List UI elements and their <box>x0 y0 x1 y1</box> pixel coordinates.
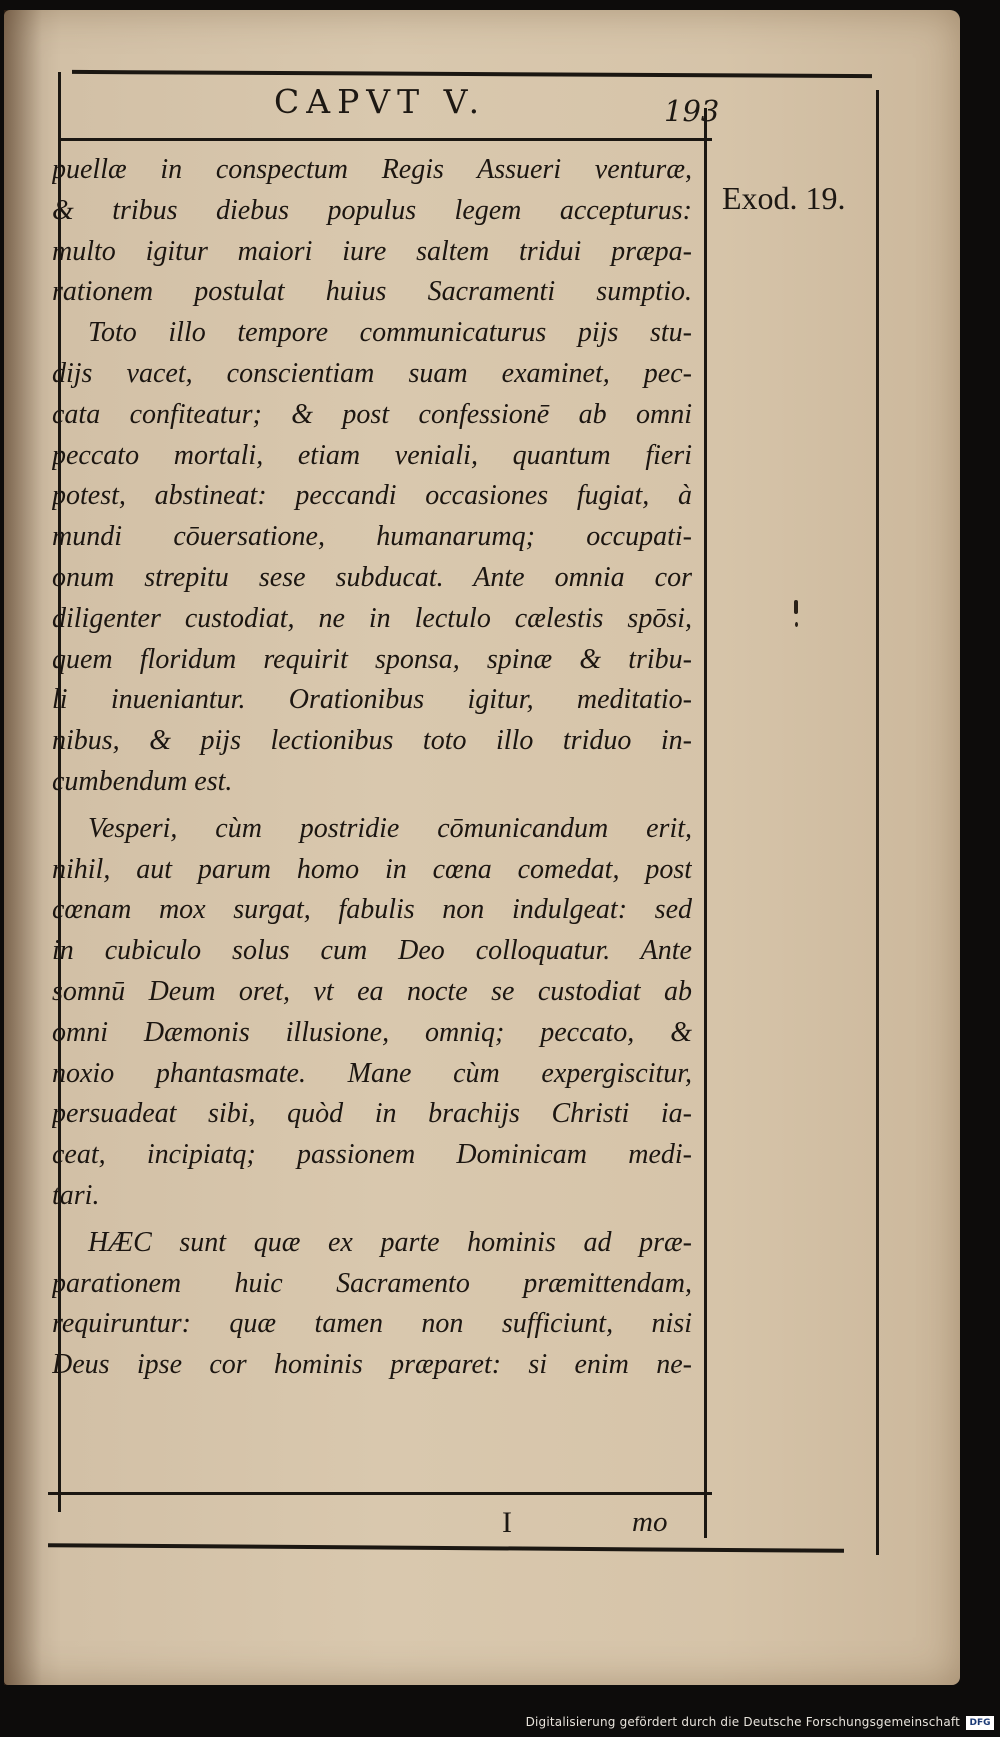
text-line: & tribus diebus populus legem accepturus: <box>52 194 692 226</box>
header-rule <box>60 138 712 141</box>
ink-speck <box>795 622 798 627</box>
text-line: peccato mortali, etiam veniali, quantum fieri <box>52 439 692 471</box>
text-line: nihil, aut parum homo in cœna comedat, post <box>52 853 692 885</box>
text-line: ceat, incipiatq; passionem Dominicam medi- <box>52 1139 692 1171</box>
text-line: requiruntur: quæ tamen non sufficiunt, nisi <box>52 1308 692 1340</box>
text-line: rationem postulat huius Sacramenti sumptio. <box>52 276 692 308</box>
dfg-logo: DFG <box>966 1716 994 1730</box>
text-line: mundi cōuersatione, humanarumq; occupati- <box>52 521 692 553</box>
outer-right-rule <box>876 90 879 1555</box>
text-line: nibus, & pijs lectionibus toto illo triduo in- <box>52 725 692 757</box>
text-line: persuadeat sibi, quòd in brachijs Christi ia- <box>52 1098 692 1130</box>
column-rule <box>704 108 707 1538</box>
text-line: dijs vacet, conscientiam suam examinet, pec- <box>52 357 692 389</box>
catchword: mo <box>632 1506 668 1538</box>
top-rule <box>72 70 872 78</box>
text-line: multo igitur maiori iure saltem tridui præpa- <box>52 235 692 267</box>
text-line: onum strepitu sese subducat. Ante omnia cor <box>52 561 692 593</box>
text-line: somnū Deum oret, vt ea nocte se custodiat ab <box>52 975 692 1007</box>
text-line: puellæ in conspectum Regis Assueri venturæ, <box>52 154 692 185</box>
paragraph <box>52 150 692 313</box>
text-line: Vesperi, cùm postridie cōmunicandum erit, <box>88 812 692 844</box>
text-line: omni Dæmonis illusione, omniq; peccato, & <box>52 1016 692 1048</box>
text-line: Deus ipse cor hominis præparet: si enim ne- <box>52 1349 692 1381</box>
book-page <box>4 10 960 1685</box>
text-line: noxio phantasmate. Mane cùm expergiscitur, <box>52 1057 692 1089</box>
chapter-title: CAPVT V. <box>274 82 487 121</box>
text-line: cata confiteatur; & post confessionē ab omni <box>52 398 692 430</box>
text-line: Toto illo tempore communicaturus pijs stu- <box>88 317 692 349</box>
text-line: cumbendum est. <box>52 765 233 797</box>
text-line: potest, abstineat: peccandi occasiones fugiat, à <box>52 480 692 512</box>
text-line: HÆC sunt quæ ex parte hominis ad præ- <box>88 1226 692 1258</box>
paragraph <box>52 1223 692 1386</box>
bottom-text-rule <box>48 1492 712 1495</box>
bottom-rule <box>48 1543 844 1553</box>
signature-mark: I <box>502 1506 512 1539</box>
margin-note: Exod. 19. <box>722 180 846 216</box>
paragraph <box>52 809 692 1217</box>
page-number: 193 <box>664 94 720 128</box>
text-line: parationem huic Sacramento præmittendam, <box>52 1267 692 1299</box>
text-line: li inueniantur. Orationibus igitur, meditatio- <box>52 684 692 716</box>
body-text <box>52 150 692 1386</box>
text-line: tari. <box>52 1179 100 1211</box>
text-line: in cubiculo solus cum Deo colloquatur. Ante <box>52 935 692 967</box>
text-line: quem floridum requirit sponsa, spinæ & tribu- <box>52 643 692 675</box>
page-spine-shadow <box>4 10 42 1685</box>
ink-speck <box>794 600 798 614</box>
text-line: diligenter custodiat, ne in lectulo cælestis spōsi, <box>52 602 692 634</box>
digitization-credit: Digitalisierung gefördert durch die Deutsche Forschungsgemeinschaft <box>525 1715 960 1729</box>
paragraph <box>52 313 692 803</box>
text-line: cœnam mox surgat, fabulis non indulgeat: sed <box>52 894 692 926</box>
